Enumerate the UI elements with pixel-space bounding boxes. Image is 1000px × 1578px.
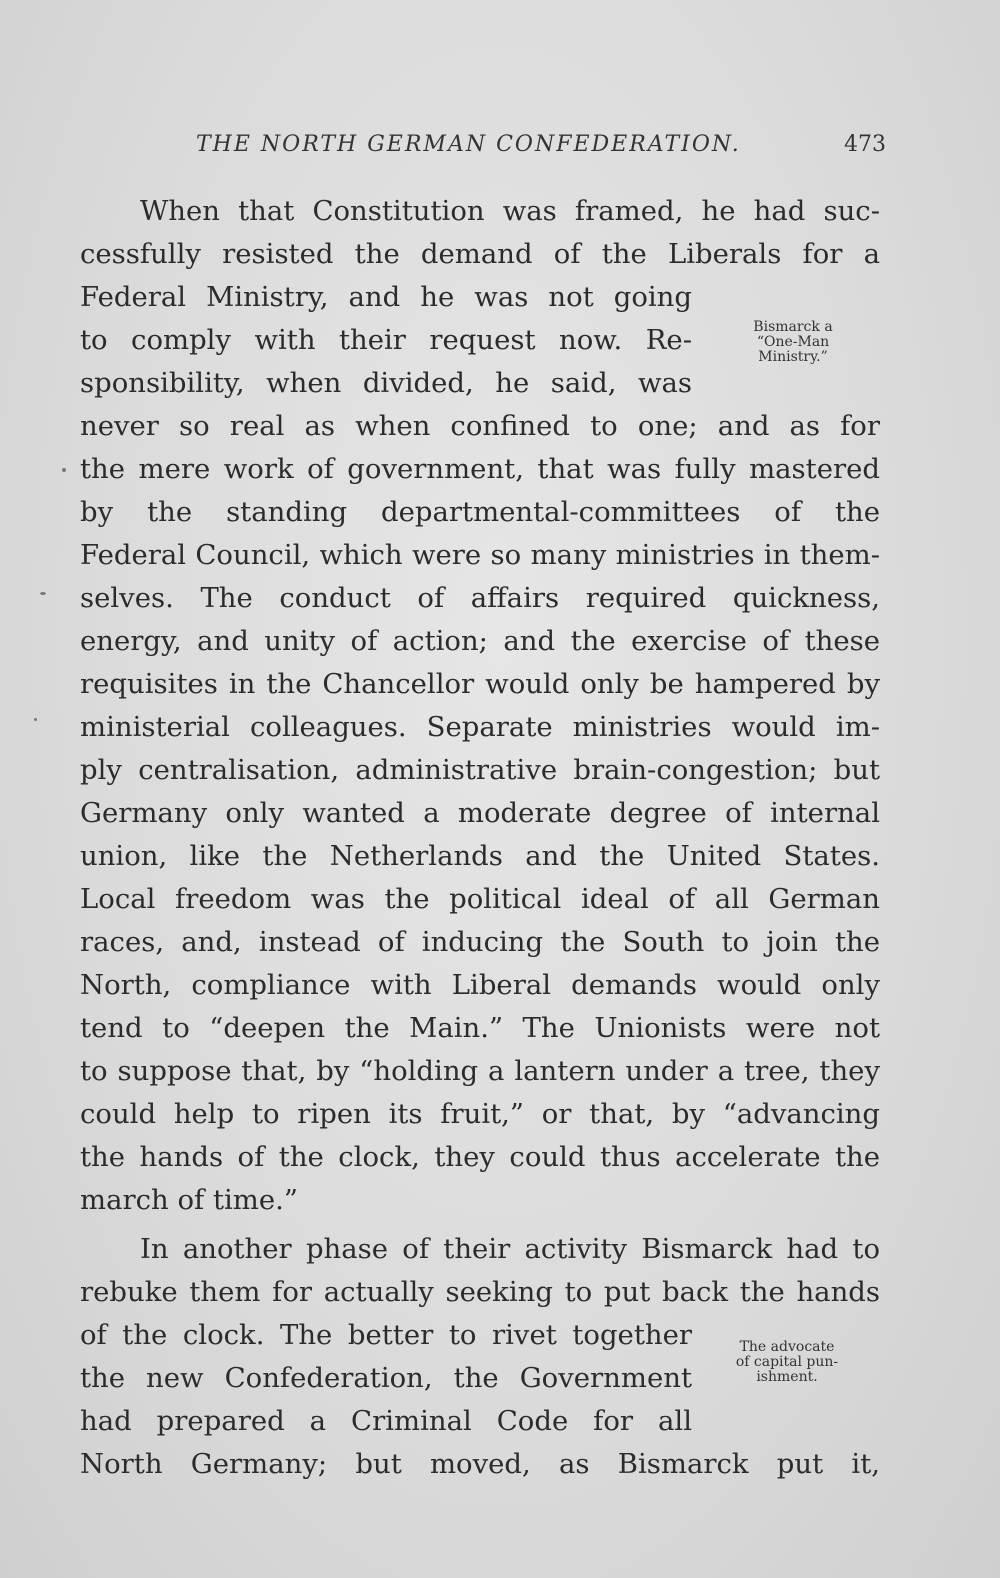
text-line: the hands of the clock, they could thus accelerate the (80, 1141, 880, 1173)
text-line: to suppose that, by “holding a lantern under a tree, they (80, 1055, 880, 1087)
margin-note-line: Bismarck a (753, 319, 833, 335)
text-line: tend to “deepen the Main.” The Unionists were not (80, 1012, 880, 1044)
margin-note-line: Ministry.” (758, 349, 828, 365)
text-line: the new Confederation, the Government (80, 1362, 692, 1394)
running-head: THE NORTH GERMAN CONFEDERATION. (196, 132, 741, 157)
text-line: North Germany; but moved, as Bismarck put it, (80, 1448, 880, 1480)
text-line: had prepared a Criminal Code for all (80, 1405, 692, 1437)
text-line: North, compliance with Liberal demands would only (80, 969, 880, 1001)
margin-note-line: The advocate (739, 1339, 835, 1355)
margin-note-one-man-ministry (718, 320, 868, 365)
text-line: Local freedom was the political ideal of all German (80, 883, 880, 915)
text-line: could help to ripen its fruit,” or that, by “advancing (80, 1098, 880, 1130)
text-line: Federal Ministry, and he was not going (80, 281, 692, 313)
page-header (78, 132, 886, 172)
text-line: cessfully resisted the demand of the Liberals for a (80, 238, 880, 270)
text-line: never so real as when confined to one; and as for (80, 410, 880, 442)
paper-speck (62, 468, 66, 472)
text-line: requisites in the Chancellor would only be hampered by (80, 668, 880, 700)
text-line: rebuke them for actually seeking to put back the hands (80, 1276, 880, 1308)
page-number: 473 (844, 132, 886, 157)
text-line: the mere work of government, that was fully mastered (80, 453, 880, 485)
text-line: Germany only wanted a moderate degree of internal (80, 797, 880, 829)
text-line: march of time.” (80, 1184, 298, 1216)
text-line: selves. The conduct of affairs required quickness, (80, 582, 880, 614)
text-line: energy, and unity of action; and the exercise of these (80, 625, 880, 657)
margin-note-line: “One-Man (756, 334, 830, 350)
margin-note-line: of capital pun- (735, 1354, 839, 1370)
body-text (80, 190, 880, 1486)
text-line: of the clock. The better to rivet together (80, 1319, 692, 1351)
paper-speck (40, 592, 46, 595)
text-line: by the standing departmental-committees of the (80, 496, 880, 528)
paper-speck (34, 718, 37, 721)
text-line: When that Constitution was framed, he had suc- (140, 195, 880, 227)
margin-note-line: ishment. (756, 1369, 818, 1385)
text-line: sponsibility, when divided, he said, was (80, 367, 692, 399)
text-line: Federal Council, which were so many ministries in them- (80, 539, 880, 571)
text-line: In another phase of their activity Bismarck had to (140, 1233, 880, 1265)
text-line: to comply with their request now. Re- (80, 324, 692, 356)
text-line: ply centralisation, administrative brain-congestion; but (80, 754, 880, 786)
text-line: union, like the Netherlands and the United States. (80, 840, 880, 872)
margin-note-capital-punishment (712, 1340, 862, 1385)
text-line: ministerial colleagues. Separate ministries would im- (80, 711, 880, 743)
text-line: races, and, instead of inducing the South to join the (80, 926, 880, 958)
